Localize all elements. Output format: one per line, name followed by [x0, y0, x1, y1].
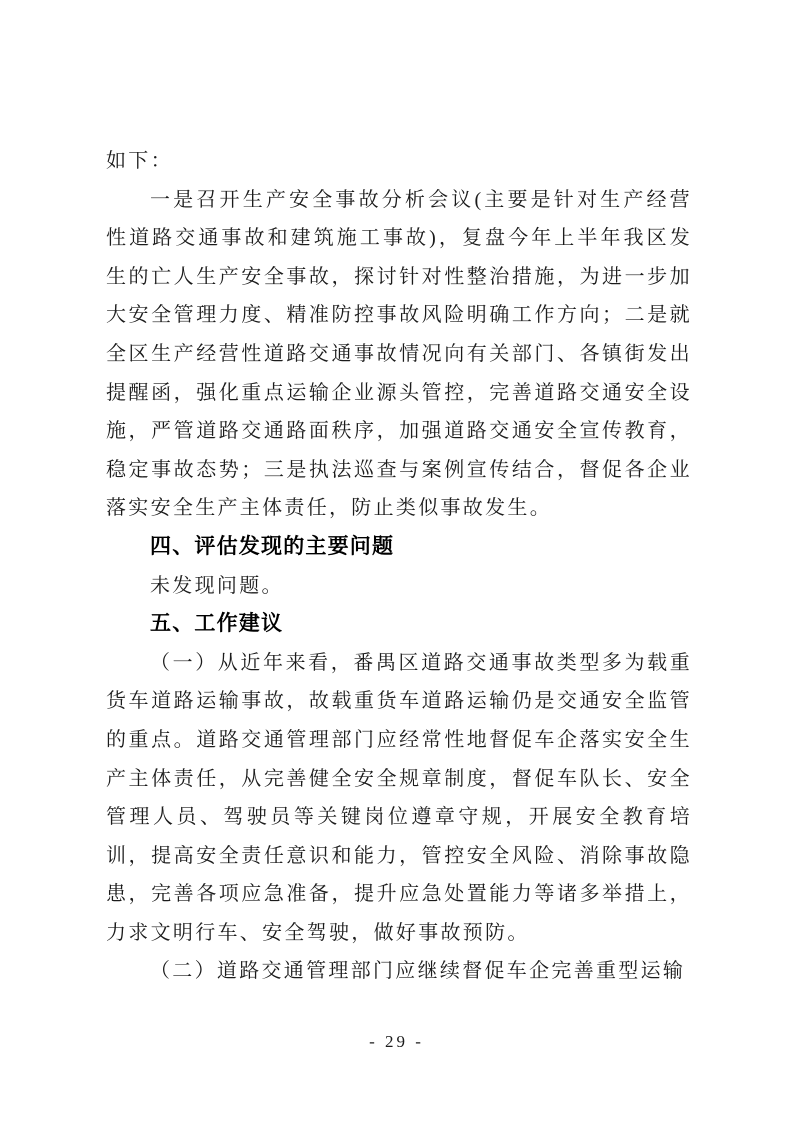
heading-section-5-work-suggestions: 五、工作建议 — [150, 612, 284, 636]
page-number: - 29 - — [369, 1032, 424, 1051]
paragraph-suggestion-2: （二）道路交通管理部门应继续督促车企完善重型运输 — [150, 960, 686, 983]
heading-section-4-problems-found: 四、评估发现的主要问题 — [150, 534, 395, 558]
paragraph-suggestion-1: （一）从近年来看，番禺区道路交通事故类型多为载重货车道路运输事故，故载重货车道路运输仍是交通安全监管的重点。道路交通管理部门应经常性地督促车企落实安全生产主体责任，从完善健全安全规章制度，督促车队长、安全管理人员、驾驶员等关键岗位遵章守规，开展安全教育培训，提高安全责任意识和能力，管控安全风险、消除事故隐患，完善各项应急准备，提升应急处置能力等诸多举措上，力求文明行车、安全驾驶，做好事故预防。 — [106, 651, 692, 944]
paragraph-measures-summary: 一是召开生产安全事故分析会议(主要是针对生产经营性道路交通事故和建筑施工事故)，复盘今年上半年我区发生的亡人生产安全事故，探讨针对性整治措施，为进一步加大安全管理力度、精准防控事故风险明确工作方向；二是就全区生产经营性道路交通事故情况向有关部门、各镇街发出提醒函，强化重点运输企业源头管控，完善道路交通安全设施，严管道路交通路面秩序，加强道路交通安全宣传教育，稳定事故态势；三是执法巡查与案例宣传结合，督促各企业落实安全生产主体责任，防止类似事故发生。 — [106, 188, 692, 520]
paragraph-intro-ruxia: 如下： — [106, 150, 173, 172]
page-footer — [0, 1032, 793, 1052]
document-body — [106, 142, 692, 991]
paragraph-no-problems: 未发现问题。 — [150, 574, 284, 597]
